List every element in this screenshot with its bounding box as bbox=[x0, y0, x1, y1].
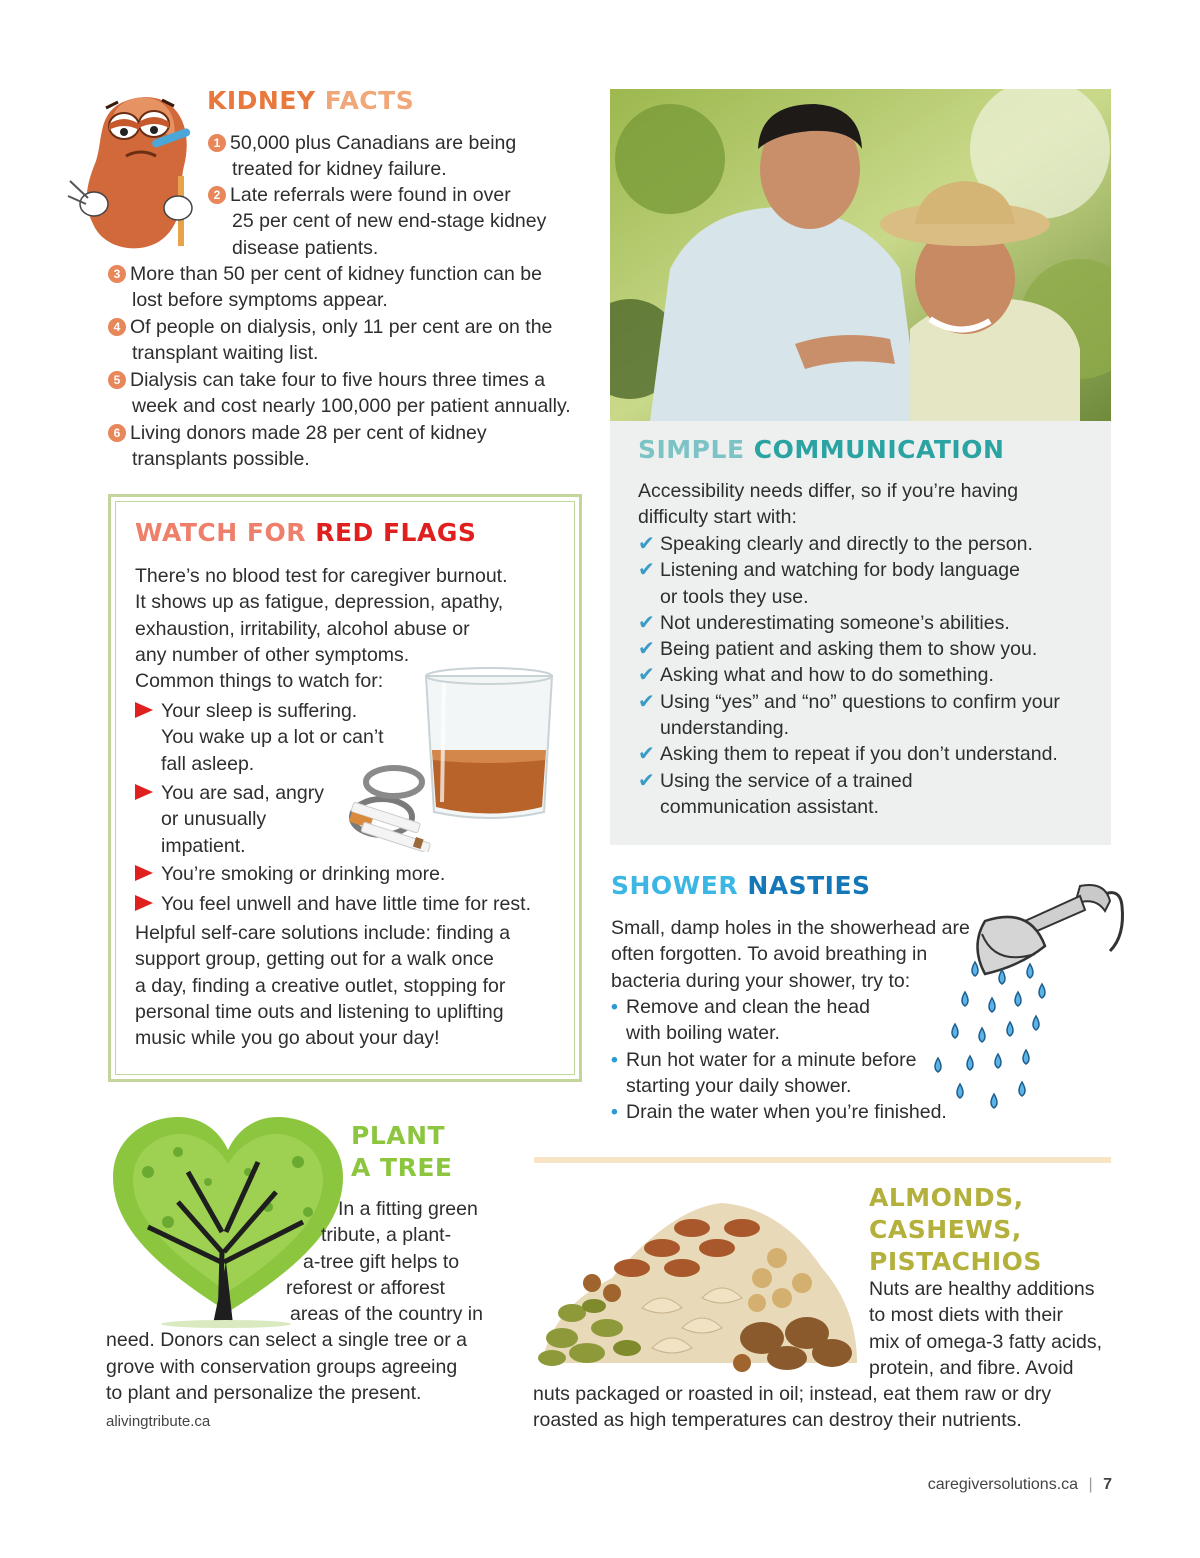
tree-title bbox=[351, 1120, 453, 1184]
communication-list bbox=[638, 531, 1060, 820]
red-flags-title-a: WATCH FOR bbox=[135, 518, 306, 547]
item-text: Asking what and how to do something. bbox=[660, 664, 994, 687]
outro-line: support group, getting out for a walk once bbox=[135, 948, 494, 971]
body-line: nuts packaged or roasted in oil; instead, eat them raw or dry bbox=[533, 1383, 1052, 1406]
communication-intro bbox=[638, 478, 1018, 531]
intro-line: There’s no blood test for caregiver burnout. bbox=[135, 565, 508, 587]
fact-text: Living donors made 28 per cent of kidney bbox=[130, 422, 487, 444]
fact-number: 6 bbox=[108, 424, 126, 442]
body-line: mix of omega-3 fatty acids, bbox=[869, 1330, 1103, 1353]
shower-intro bbox=[611, 915, 970, 994]
bullet-icon: • bbox=[611, 1048, 618, 1071]
body-line: tribute, a plant- bbox=[321, 1224, 452, 1247]
check-icon: ✔ bbox=[638, 638, 655, 661]
footer-site: caregiversolutions.ca bbox=[927, 1476, 1079, 1493]
item-text: communication assistant. bbox=[660, 795, 879, 818]
body-line: protein, and fibre. Avoid bbox=[869, 1356, 1074, 1379]
tree-title-line: A TREE bbox=[351, 1153, 453, 1182]
list-item bbox=[638, 768, 1060, 821]
list-item bbox=[611, 1099, 947, 1125]
shower-list bbox=[611, 994, 947, 1125]
kidney-title-b: FACTS bbox=[324, 86, 415, 115]
list-item bbox=[638, 610, 1060, 636]
kidney-fact-5 bbox=[108, 367, 571, 420]
kidney-title-a: KIDNEY bbox=[207, 86, 316, 115]
nuts-title-line: CASHEWS, bbox=[869, 1215, 1022, 1244]
shower-title bbox=[611, 871, 871, 900]
communication-title-a: SIMPLE bbox=[638, 435, 745, 464]
check-icon: ✔ bbox=[638, 769, 655, 792]
fact-text: treated for kidney failure. bbox=[232, 158, 447, 181]
list-item bbox=[611, 994, 947, 1047]
tree-body bbox=[106, 1196, 506, 1406]
fact-number: 1 bbox=[208, 134, 226, 152]
intro-line: bacteria during your shower, try to: bbox=[611, 969, 911, 992]
body-line: grove with conservation groups agreeing bbox=[106, 1355, 458, 1378]
item-text: Listening and watching for body language bbox=[660, 559, 1020, 582]
outro-line: music while you go about your day! bbox=[135, 1027, 440, 1050]
red-flags-title-b: RED FLAGS bbox=[315, 518, 477, 547]
flag-text: Your sleep is suffering. bbox=[161, 700, 358, 722]
kidney-fact-6 bbox=[108, 420, 487, 473]
list-item bbox=[638, 531, 1060, 557]
list-item bbox=[638, 636, 1060, 662]
item-text: starting your daily shower. bbox=[626, 1074, 852, 1097]
list-item bbox=[611, 1047, 947, 1100]
intro-line: Small, damp holes in the showerhead are bbox=[611, 917, 970, 939]
red-triangle-icon bbox=[135, 784, 153, 800]
fact-text: Dialysis can take four to five hours three times a bbox=[130, 369, 546, 391]
red-flags-outro bbox=[135, 920, 510, 1051]
bullet-icon: • bbox=[611, 996, 618, 1018]
intro-line: Accessibility needs differ, so if you’re having bbox=[638, 480, 1019, 502]
body-line: areas of the country in bbox=[290, 1303, 483, 1326]
item-text: Remove and clean the head bbox=[626, 996, 870, 1018]
nuts-title bbox=[869, 1182, 1042, 1278]
item-text: Using the service of a trained bbox=[660, 769, 913, 792]
body-line: roasted as high temperatures can destroy their nutrients. bbox=[533, 1409, 1022, 1432]
fact-text: week and cost nearly 100,000 per patient annually. bbox=[132, 395, 571, 418]
page-footer bbox=[928, 1476, 1112, 1494]
intro-line: often forgotten. To avoid breathing in bbox=[611, 943, 928, 966]
fact-text: 50,000 plus Canadians are being bbox=[230, 132, 517, 154]
item-text: Asking them to repeat if you don’t understand. bbox=[660, 743, 1058, 766]
red-flag-item-1 bbox=[135, 698, 384, 777]
red-flag-item-3 bbox=[135, 861, 445, 887]
fact-text: Late referrals were found in over bbox=[230, 184, 511, 206]
nuts-title-line: PISTACHIOS bbox=[869, 1247, 1042, 1276]
outro-line: personal time outs and listening to uplifting bbox=[135, 1000, 504, 1023]
red-flag-item-4 bbox=[135, 891, 531, 917]
nuts-title-line: ALMONDS, bbox=[869, 1183, 1024, 1212]
flag-text: You are sad, angry bbox=[161, 782, 324, 804]
body-line: In a fitting green bbox=[338, 1198, 478, 1220]
caregiver-photo-icon bbox=[610, 89, 1111, 421]
fact-text: Of people on dialysis, only 11 per cent are on the bbox=[130, 316, 553, 338]
red-flags-title bbox=[135, 518, 476, 547]
list-item bbox=[638, 689, 1060, 742]
flag-text: You feel unwell and have little time for rest. bbox=[161, 893, 531, 915]
item-text: Being patient and asking them to show you. bbox=[660, 638, 1038, 661]
kidney-fact-3 bbox=[108, 261, 542, 314]
check-icon: ✔ bbox=[638, 664, 655, 687]
body-line: need. Donors can select a single tree or a bbox=[106, 1329, 467, 1352]
kidney-fact-1 bbox=[208, 130, 516, 183]
flag-text: You’re smoking or drinking more. bbox=[161, 863, 446, 885]
body-line: a-tree gift helps to bbox=[303, 1250, 460, 1273]
item-text: Speaking clearly and directly to the person. bbox=[660, 533, 1033, 555]
intro-line: any number of other symptoms. bbox=[135, 643, 410, 666]
fact-text: More than 50 per cent of kidney function can be bbox=[130, 263, 542, 285]
shower-title-a: SHOWER bbox=[611, 871, 739, 900]
nuts-body bbox=[533, 1276, 1102, 1434]
fact-number: 3 bbox=[108, 265, 126, 283]
check-icon: ✔ bbox=[638, 611, 655, 634]
check-icon: ✔ bbox=[638, 690, 655, 713]
body-line: reforest or afforest bbox=[286, 1276, 445, 1299]
intro-line: exhaustion, irritability, alcohol abuse or bbox=[135, 617, 470, 640]
body-line: to plant and personalize the present. bbox=[106, 1382, 422, 1405]
list-item bbox=[638, 741, 1060, 767]
fact-text: 25 per cent of new end-stage kidney bbox=[232, 210, 547, 233]
fact-text: disease patients. bbox=[232, 236, 379, 259]
outro-line: Helpful self-care solutions include: finding a bbox=[135, 922, 511, 944]
section-divider bbox=[534, 1157, 1111, 1163]
page-number: 7 bbox=[1103, 1476, 1112, 1493]
list-item bbox=[638, 662, 1060, 688]
red-triangle-icon bbox=[135, 895, 153, 911]
item-text: Not underestimating someone’s abilities. bbox=[660, 611, 1010, 634]
fact-text: transplant waiting list. bbox=[132, 342, 319, 365]
kidney-mascot-icon bbox=[66, 86, 206, 256]
kidney-fact-2 bbox=[208, 182, 546, 261]
tree-source: alivingtribute.ca bbox=[106, 1413, 211, 1430]
item-text: Using “yes” and “no” questions to confirm your bbox=[660, 690, 1060, 713]
flag-text: fall asleep. bbox=[161, 752, 255, 775]
item-text: Run hot water for a minute before bbox=[626, 1048, 917, 1071]
kidney-fact-4 bbox=[108, 314, 552, 367]
fact-number: 5 bbox=[108, 371, 126, 389]
fact-number: 2 bbox=[208, 186, 226, 204]
communication-title bbox=[638, 435, 1004, 464]
tree-title-line: PLANT bbox=[351, 1121, 446, 1150]
list-item bbox=[638, 557, 1060, 610]
intro-line: It shows up as fatigue, depression, apathy, bbox=[135, 591, 504, 614]
item-text: Drain the water when you’re finished. bbox=[626, 1101, 947, 1124]
outro-line: a day, finding a creative outlet, stopping for bbox=[135, 974, 506, 997]
red-flag-item-2 bbox=[135, 780, 324, 859]
footer-separator: | bbox=[1088, 1476, 1093, 1493]
flag-text: You wake up a lot or can’t bbox=[161, 726, 384, 749]
fact-number: 4 bbox=[108, 318, 126, 336]
fact-text: transplants possible. bbox=[132, 448, 310, 471]
body-line: to most diets with their bbox=[869, 1304, 1063, 1327]
check-icon: ✔ bbox=[638, 533, 655, 555]
flag-text: impatient. bbox=[161, 834, 246, 857]
check-icon: ✔ bbox=[638, 559, 655, 582]
item-text: understanding. bbox=[660, 717, 790, 740]
red-triangle-icon bbox=[135, 702, 153, 718]
kidney-facts-title bbox=[207, 86, 414, 115]
fact-text: lost before symptoms appear. bbox=[132, 289, 388, 312]
communication-title-b: COMMUNICATION bbox=[753, 435, 1005, 464]
shower-title-b: NASTIES bbox=[747, 871, 871, 900]
flag-text: or unusually bbox=[161, 808, 267, 831]
intro-line: difficulty start with: bbox=[638, 506, 797, 529]
check-icon: ✔ bbox=[638, 743, 655, 766]
item-text: or tools they use. bbox=[660, 585, 809, 608]
body-line: Nuts are healthy additions bbox=[869, 1278, 1095, 1300]
intro-line: Common things to watch for: bbox=[135, 670, 384, 693]
item-text: with boiling water. bbox=[626, 1022, 780, 1045]
bullet-icon: • bbox=[611, 1101, 618, 1124]
red-triangle-icon bbox=[135, 865, 153, 881]
